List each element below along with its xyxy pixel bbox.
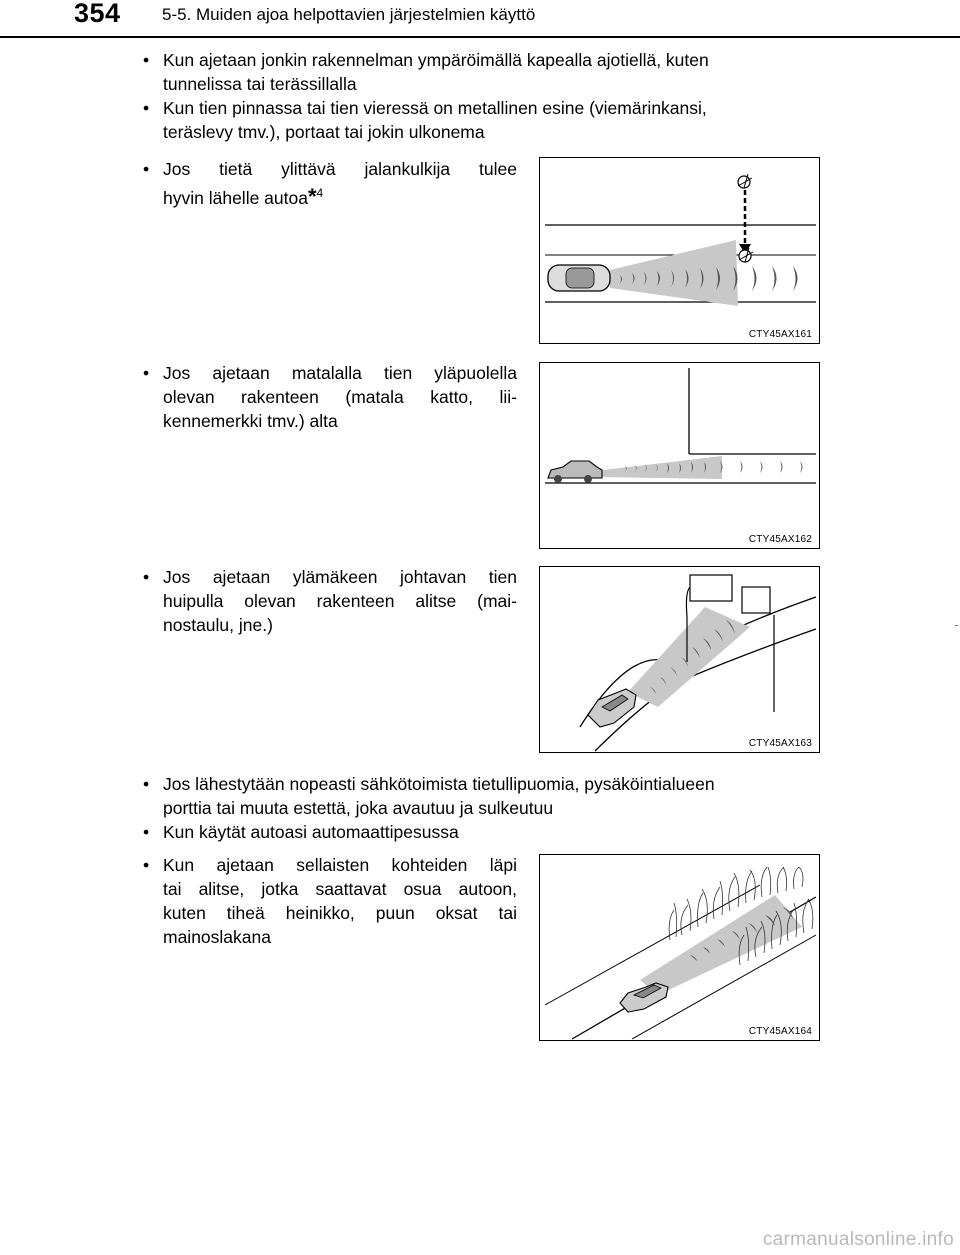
bullet-dot: • — [143, 363, 150, 383]
bullet-text-line: Kun tien pinnassa tai tien vieressä on metallinen esine (viemärinkansi, — [163, 98, 707, 118]
bullet-dot: • — [143, 855, 150, 875]
bullet-text-line: Jos tietä ylittävä jalankulkija tulee — [163, 159, 517, 179]
bullet-text-line: Kun käytät autoasi automaattipesussa — [163, 822, 459, 842]
low-structure-illustration — [540, 363, 820, 549]
footnote-number: 4 — [316, 186, 324, 200]
figure-code: CTY45AX163 — [748, 738, 812, 749]
figure-code: CTY45AX164 — [748, 1026, 812, 1037]
section-title: 5-5. Muiden ajoa helpottavien järjestelmien käyttö — [162, 5, 536, 24]
bullet-text-line: hyvin lähelle autoa — [163, 187, 308, 208]
bullet-text-line: Jos ajetaan matalalla tien yläpuolella — [163, 363, 517, 383]
bullet-text-line: kuten tiheä heinikko, puun oksat tai — [163, 903, 517, 923]
bullet-text-line: tunnelissa tai terässillalla — [163, 74, 357, 94]
bullet-dot: • — [143, 50, 150, 70]
figure-code: CTY45AX162 — [748, 534, 812, 545]
figure-pedestrian — [539, 157, 820, 344]
bullet-toll-gate — [143, 772, 827, 820]
margin-mark — [955, 625, 958, 626]
figure-vegetation — [539, 854, 820, 1041]
bullet-text-line: nostaulu, jne.) — [163, 615, 273, 635]
bullet-text-line: porttia tai muuta estettä, joka avautuu ja sulkeutuu — [163, 798, 554, 818]
vegetation-illustration — [540, 855, 820, 1041]
bullet-text-line: Kun ajetaan jonkin rakennelman ympäröimällä kapealla ajotiellä, kuten — [163, 50, 709, 70]
bullet-text-line: olevan rakenteen (matala katto, lii- — [163, 387, 517, 407]
page-number: 354 — [74, 0, 121, 28]
pedestrian-illustration — [540, 158, 820, 344]
bullet-low-structure — [143, 361, 517, 433]
bullet-text-line: teräslevy tmv.), portaat tai jokin ulkonema — [163, 122, 485, 142]
bullet-text-line: Kun ajetaan sellaisten kohteiden läpi — [163, 855, 517, 875]
bullet-dot: • — [143, 567, 150, 587]
bullet-narrow-road — [143, 48, 827, 96]
bullet-text-line: tai alitse, jotka saattavat osua autoon, — [163, 879, 517, 899]
figure-hill-structure — [539, 566, 820, 753]
header-divider — [0, 36, 960, 38]
bullet-text-line: huipulla olevan rakenteen alitse (mai- — [163, 591, 517, 611]
bullet-pedestrian — [143, 157, 517, 210]
bullet-dot: • — [143, 159, 150, 179]
bullet-dot: • — [143, 774, 150, 794]
figure-code: CTY45AX161 — [748, 329, 812, 340]
figure-low-structure — [539, 362, 820, 549]
bullet-dot: • — [143, 98, 150, 118]
bullet-text-line: Jos lähestytään nopeasti sähkötoimista tietullipuomia, pysäköintialueen — [163, 774, 715, 794]
footnote-asterisk: * — [307, 183, 317, 209]
hill-structure-illustration — [540, 567, 820, 753]
bullet-text-line: kennemerkki tmv.) alta — [163, 411, 338, 431]
bullet-text-line: mainoslakana — [163, 927, 271, 947]
bullet-hill-structure — [143, 565, 517, 637]
bullet-metal-object — [143, 96, 827, 144]
watermark: carmanualsonline.info — [762, 1229, 954, 1250]
bullet-car-wash — [143, 820, 827, 844]
bullet-dot: • — [143, 822, 150, 842]
bullet-vegetation — [143, 853, 517, 949]
bullet-text-line: Jos ajetaan ylämäkeen johtavan tien — [163, 567, 517, 587]
